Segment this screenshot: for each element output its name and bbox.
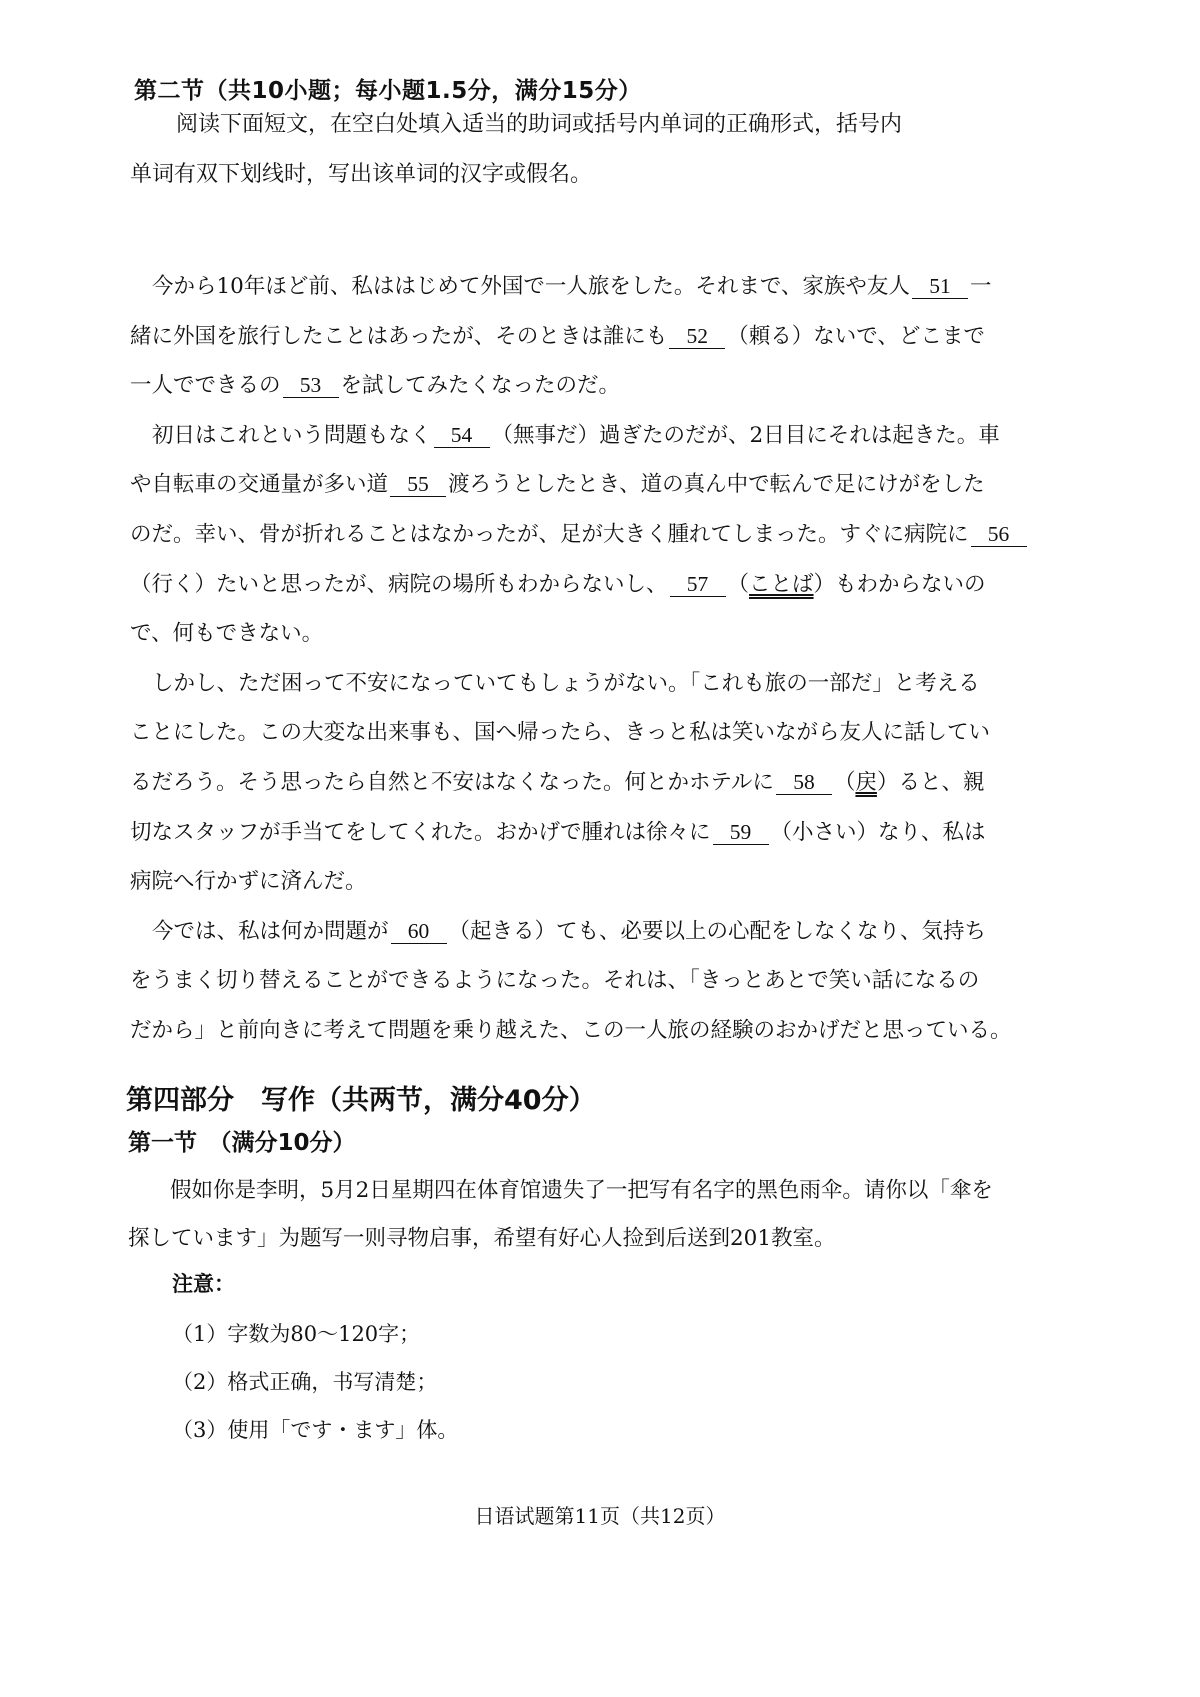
section-2-instruction-line-2: 单词有双下划线时，写出该单词的汉字或假名。 [130, 162, 593, 187]
blank-56: 56 [971, 522, 1027, 547]
passage-line: 病院へ行かずに済んだ。 [130, 869, 367, 895]
blank-51: 51 [912, 274, 968, 299]
part-4-header: 第四部分 写作（共两节，满分40分） [126, 1085, 596, 1116]
passage-line: だから」と前向きに考えて問題を乗り越えた、この一人旅の経験のおかげだと思っている。 [130, 1017, 1012, 1043]
blank-57: 57 [670, 572, 726, 597]
blank-54: 54 [434, 423, 490, 448]
passage-line: （行く）たいと思ったが、病院の場所もわからないし、 57 （ことば）もわからないの [130, 571, 986, 597]
blank-52: 52 [669, 324, 725, 349]
page-footer: 日语试题第11页（共12页） [474, 1504, 726, 1528]
section-2-instruction-line-1: 阅读下面短文，在空白处填入适当的助词或括号内单词的正确形式，括号内 [176, 112, 903, 137]
passage-line: 今では、私は何か問題が 60 （起きる）ても、必要以上の心配をしなくなり、気持ち [152, 918, 987, 944]
blank-58: 58 [776, 770, 832, 795]
passage-line: しかし、ただ困って不安になっていてもしょうがない。「これも旅の一部だ」と考える [152, 670, 980, 696]
reading-passage [130, 262, 1070, 1056]
passage-line: 初日はこれという問題もなく 54 （無事だ）過ぎたのだが、2日目にそれは起きた。車 [152, 422, 1000, 448]
passage-line: で、何もできない。 [130, 621, 324, 647]
blank-55: 55 [390, 472, 446, 497]
blank-53: 53 [283, 373, 339, 398]
blank-59: 59 [713, 820, 769, 845]
section-2-header: 第二节（共10小题；每小题1.5分，满分15分） [134, 78, 642, 104]
passage-line: るだろう。そう思ったら自然と不安はなくなった。何とかホテルに 58 （戻）ると、親 [130, 769, 985, 795]
writing-task-line-2: 探しています」为题写一则寻物启事，希望有好心人捡到后送到201教室。 [128, 1226, 836, 1251]
double-underlined-word: 戻 [855, 769, 877, 795]
notes-title: 注意： [172, 1272, 235, 1296]
double-underlined-word: ことば [749, 571, 814, 597]
part-4-section-1-header: 第一节 （满分10分） [128, 1130, 356, 1156]
note-item-2: （2）格式正确，书写清楚； [172, 1370, 438, 1394]
passage-line: をうまく切り替えることができるようになった。それは、「きっとあとで笑い話になるの [130, 968, 980, 994]
writing-task-line-1: 假如你是李明，5月2日星期四在体育馆遗失了一把写有名字的黑色雨伞。请你以「傘を [170, 1178, 993, 1203]
passage-line: ことにした。この大変な出来事も、国へ帰ったら、きっと私は笑いながら友人に話してい [130, 720, 991, 746]
note-item-1: （1）字数为80～120字； [172, 1322, 421, 1346]
blank-60: 60 [391, 919, 447, 944]
passage-line: 一人でできるの 53 を試してみたくなったのだ。 [130, 373, 621, 399]
note-item-3: （3）使用「です・ます」体。 [172, 1418, 459, 1442]
passage-line: 今から10年ほど前、私ははじめて外国で一人旅をした。それまで、家族や友人 51 一 [152, 274, 992, 299]
passage-line: や自転車の交通量が多い道 55 渡ろうとしたとき、道の真ん中で転んで足にけがをした [130, 472, 985, 498]
passage-line: 切なスタッフが手当てをしてくれた。おかげで腫れは徐々に 59 （小さい）なり、私は [130, 819, 986, 845]
passage-line: のだ。幸い、骨が折れることはなかったが、足が大きく腫れてしまった。すぐに病院に 56 [130, 510, 1070, 560]
passage-line: 緒に外国を旅行したことはあったが、そのときは誰にも 52 （頼る）ないで、どこまで [130, 323, 985, 349]
